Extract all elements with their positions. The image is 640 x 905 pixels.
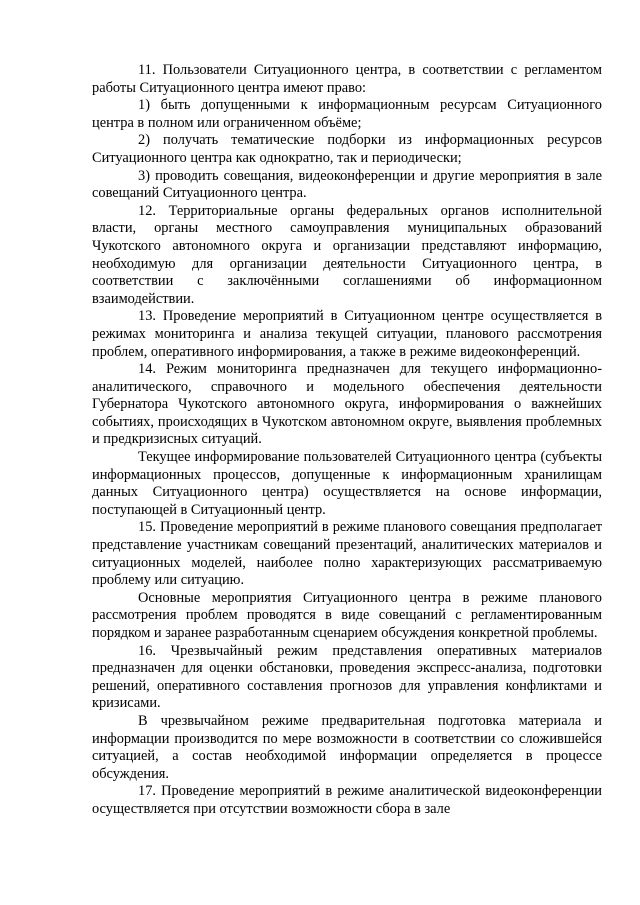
paragraph-15: 15. Проведение мероприятий в режиме планового совещания предполагает представление участникам совещаний презентаций, аналитических материалов и ситуационных моделей, наиболее полно характеризующих рассматриваемую проблему или ситуацию. <box>92 519 602 589</box>
paragraph-11-item-3: 3) проводить совещания, видеоконференции и другие мероприятия в зале совещаний Ситуационного центра. <box>92 167 602 202</box>
paragraph-16-emergency-mode: В чрезвычайном режиме предварительная подготовка материала и информации производится по мере возможности в соответствии со сложившейся ситуацией, а состав необходимой информации определяется в процессе обсуждения. <box>92 712 602 782</box>
paragraph-11-item-2: 2) получать тематические подборки из информационных ресурсов Ситуационного центра как однократно, так и периодически; <box>92 132 602 166</box>
paragraph-11: 11. Пользователи Ситуационного центра, в соответствии с регламентом работы Ситуационного центра имеют право: <box>92 62 602 96</box>
paragraph-14: 14. Режим мониторинга предназначен для текущего информационно-аналитического, справочного и модельного обеспечения деятельности Губернатора Чукотского автономного округа, информирования о важнейших событиях, происходящих в Чукотском автономном округе, выявления проблемных и предкризисных ситуаций. <box>92 361 602 448</box>
paragraph-13: 13. Проведение мероприятий в Ситуационном центре осуществляется в режимах мониторинга и анализа текущей ситуации, планового рассмотрения проблем, оперативного информирования, а также в режиме видеоконференций. <box>92 308 602 360</box>
paragraph-12: 12. Территориальные органы федеральных органов исполнительной власти, органы местного самоуправления муниципальных образований Чукотского автономного округа и организации представляют информацию, необходимую для организации деятельности Ситуационного центра, в соответствии с заключёнными соглашениями об информационном взаимодействии. <box>92 202 602 307</box>
paragraph-15-main-events: Основные мероприятия Ситуационного центра в режиме планового рассмотрения проблем проводятся в виде совещаний с регламентированным порядком и заранее разработанным сценарием обсуждения конкретной проблемы. <box>92 589 602 641</box>
paragraph-17: 17. Проведение мероприятий в режиме аналитической видеоконференции осуществляется при отсутствии возможности сбора в зале <box>92 783 602 817</box>
paragraph-14-informing: Текущее информирование пользователей Ситуационного центра (субъекты информационных процессов, допущенные к информационным хранилищам данных Ситуационного центра) осуществляется на основе информации, поступающей в Ситуационный центр. <box>92 449 602 518</box>
paragraph-16: 16. Чрезвычайный режим представления оперативных материалов предназначен для оценки обстановки, проведения экспресс-анализа, подготовки решений, оперативного составления прогнозов для управления конфликтами и кризисами. <box>92 642 602 712</box>
paragraph-11-item-1: 1) быть допущенными к информационным ресурсам Ситуационного центра в полном или ограниченном объёме; <box>92 97 602 131</box>
document-body <box>92 62 602 819</box>
